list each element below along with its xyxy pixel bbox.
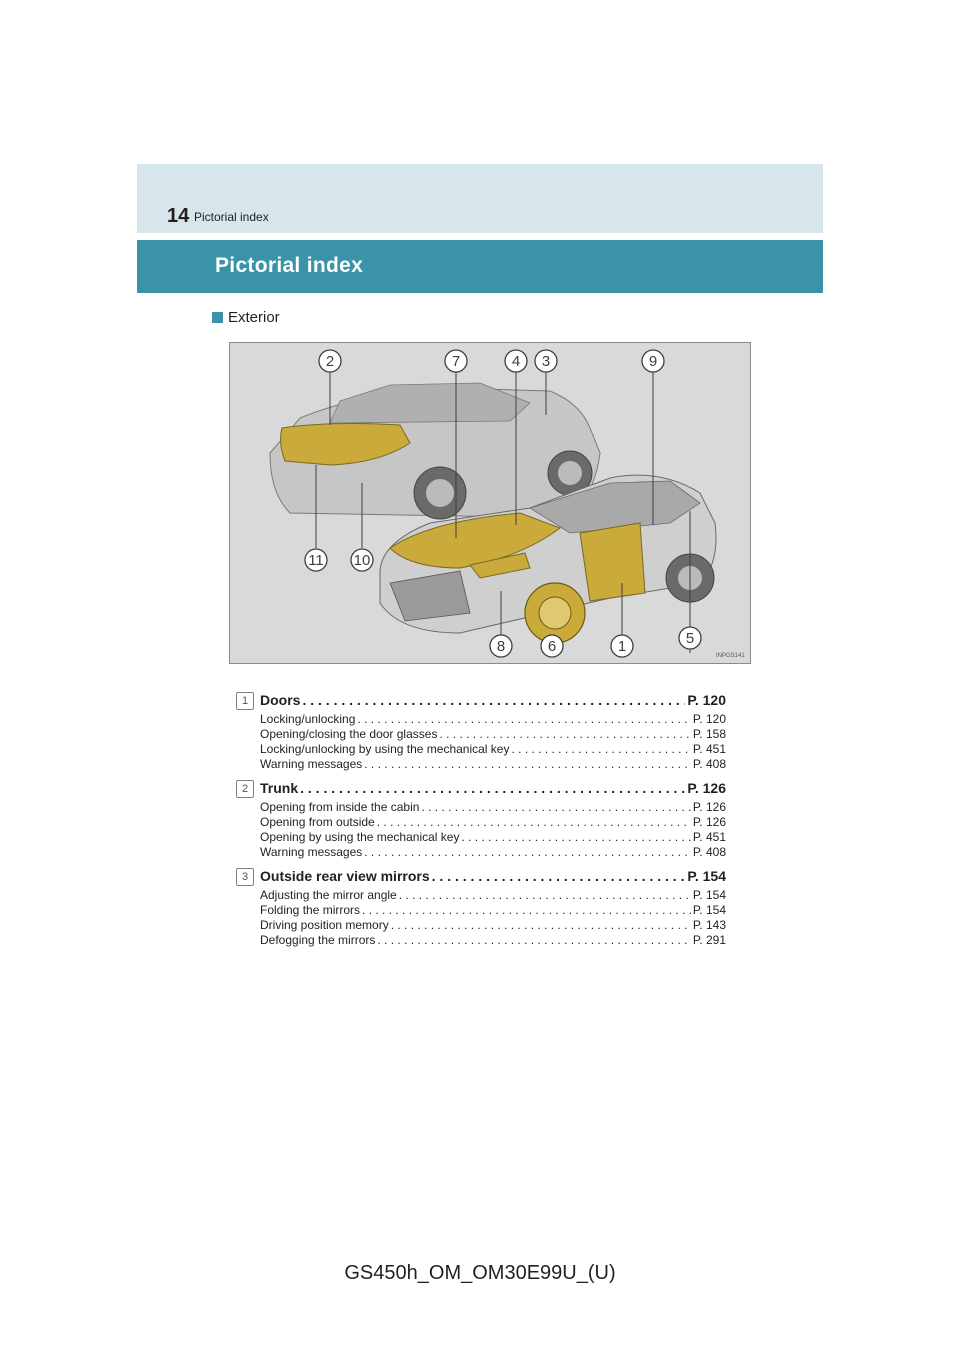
list-item[interactable]: Warning messages . . . P. 408 (260, 757, 726, 772)
entry-number: 2 (236, 780, 254, 798)
list-item[interactable]: Folding the mirrors . . . P. 154 (260, 903, 726, 918)
entry-heading[interactable] (260, 780, 726, 800)
svg-text:5: 5 (685, 630, 695, 647)
entry-title: Outside rear view mirrors (260, 868, 430, 884)
door-highlight (580, 523, 645, 601)
section-square-icon (212, 312, 223, 323)
leader-dots (300, 780, 685, 796)
svg-text:9: 9 (648, 353, 658, 370)
svg-text:2: 2 (325, 353, 335, 370)
callout-2 (319, 350, 341, 372)
list-item[interactable]: Driving position memory . . . P. 143 (260, 918, 726, 933)
list-item[interactable]: Opening/closing the door glasses . . . P. 158 (260, 727, 726, 742)
rear-car (270, 383, 600, 519)
running-title: Pictorial index (194, 210, 269, 224)
list-item[interactable]: Opening from inside the cabin . . . P. 126 (260, 800, 726, 815)
callout-7 (445, 350, 467, 372)
svg-text:11: 11 (308, 552, 324, 569)
callout-4 (505, 350, 527, 372)
car-illustration (230, 343, 750, 663)
svg-text:10: 10 (353, 552, 371, 569)
svg-text:6: 6 (547, 638, 557, 655)
entry-heading[interactable] (260, 692, 726, 712)
image-code: INPGS141 (716, 653, 745, 659)
entry-number: 3 (236, 868, 254, 886)
callout-9 (642, 350, 664, 372)
list-item[interactable]: Warning messages . . . P. 408 (260, 845, 726, 860)
entry-number: 1 (236, 692, 254, 710)
list-item[interactable]: Locking/unlocking by using the mechanical key . . . P. 451 (260, 742, 726, 757)
entries-list (236, 692, 726, 956)
svg-text:3: 3 (541, 353, 551, 370)
section-label: Exterior (228, 309, 280, 326)
entry-title: Trunk (260, 780, 299, 796)
entry-mirrors (236, 868, 726, 948)
list-item[interactable]: Opening by using the mechanical key . . . P. 451 (260, 830, 726, 845)
callout-6 (541, 635, 563, 657)
svg-text:1: 1 (617, 638, 627, 655)
entry-doors (236, 692, 726, 772)
callout-3 (535, 350, 557, 372)
callout-1 (611, 635, 633, 657)
entry-page: P. 154 (687, 868, 726, 884)
callout-11 (305, 549, 327, 571)
svg-text:7: 7 (451, 353, 461, 370)
svg-text:4: 4 (511, 353, 521, 370)
entry-page: P. 120 (687, 692, 726, 708)
entry-heading[interactable] (260, 868, 726, 888)
list-item[interactable]: Adjusting the mirror angle . . . P. 154 (260, 888, 726, 903)
exterior-figure (229, 342, 751, 664)
page-title: Pictorial index (215, 254, 364, 277)
page-number: 14 (167, 205, 190, 227)
list-item[interactable]: Locking/unlocking . . . P. 120 (260, 712, 726, 727)
callout-10 (351, 549, 373, 571)
leader-dots (302, 692, 685, 708)
leader-dots (432, 868, 686, 884)
entry-trunk (236, 780, 726, 860)
entry-title: Doors (260, 692, 301, 708)
entry-page: P. 126 (687, 780, 726, 796)
callout-5 (679, 627, 701, 649)
list-item[interactable]: Defogging the mirrors . . . P. 291 (260, 933, 726, 948)
callout-8 (490, 635, 512, 657)
svg-text:8: 8 (496, 638, 506, 655)
document-code: GS450h_OM_OM30E99U_(U) (344, 1262, 616, 1284)
list-item[interactable]: Opening from outside . . . P. 126 (260, 815, 726, 830)
section-heading (212, 309, 280, 326)
